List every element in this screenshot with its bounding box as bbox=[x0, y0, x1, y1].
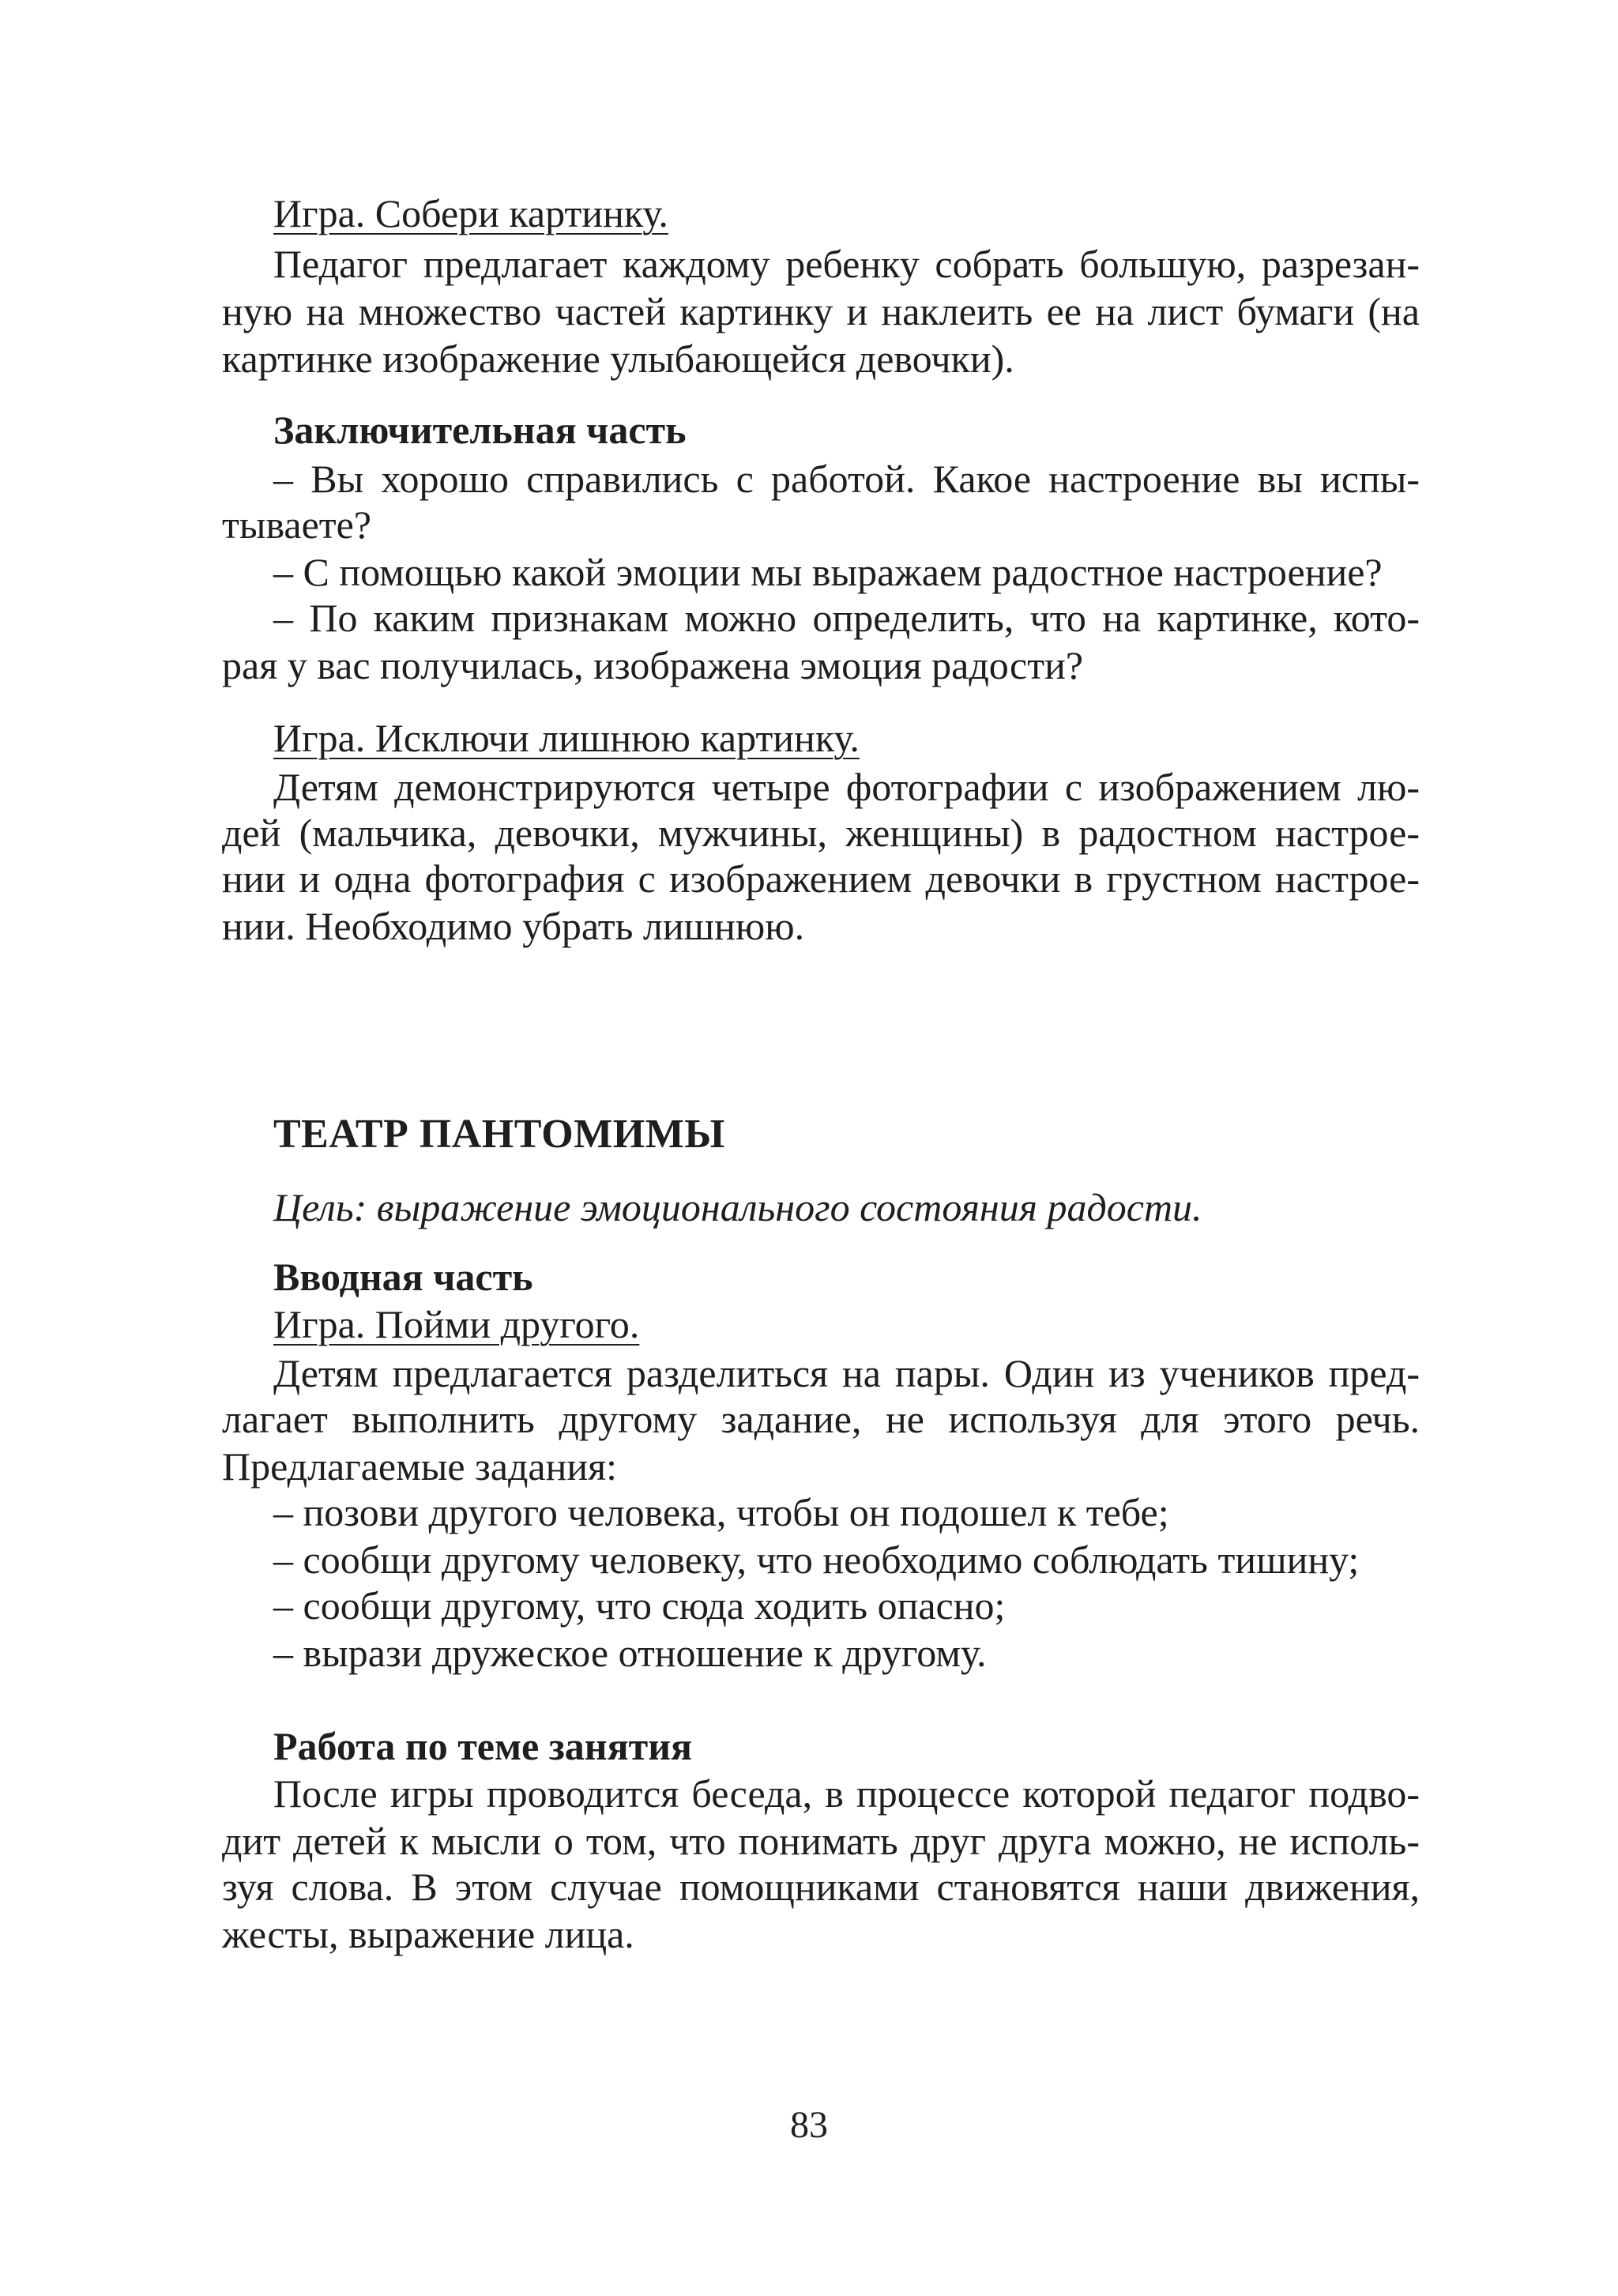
paragraph-line: – По каким признакам можно определить, что на картинке, кото- bbox=[273, 596, 1420, 640]
paragraph-line: Педагог предлагает каждому ребенку собрать большую, разрезан- bbox=[273, 242, 1420, 286]
game-title-collect-picture: Игра. Собери картинку. bbox=[273, 191, 668, 235]
paragraph-line: ную на множество частей картинку и наклеить ее на лист бумаги (на bbox=[222, 289, 1420, 333]
goal-statement: Цель: выражение эмоционального состояния радости. bbox=[273, 1185, 1202, 1229]
paragraph-line: тываете? bbox=[222, 502, 372, 547]
paragraph-line: картинке изображение улыбающейся девочки). bbox=[222, 337, 1014, 381]
paragraph-line: Детям предлагается разделиться на пары. Один из учеников пред- bbox=[273, 1351, 1420, 1395]
paragraph-line: После игры проводится беседа, в процессе которой педагог подво- bbox=[273, 1771, 1420, 1816]
list-item: – вырази дружеское отношение к другому. bbox=[273, 1631, 987, 1675]
paragraph-line: лагает выполнить другому задание, не используя для этого речь. bbox=[222, 1397, 1420, 1441]
section-heading-final-part: Заключительная часть bbox=[273, 408, 687, 452]
paragraph-line: дит детей к мысли о том, что понимать друг друга можно, не исполь- bbox=[222, 1819, 1420, 1863]
section-heading-topic-work: Работа по теме занятия bbox=[273, 1724, 693, 1768]
paragraph-line: – Вы хорошо справились с работой. Какое настроение вы испы- bbox=[273, 457, 1420, 501]
paragraph-line: – С помощью какой эмоции мы выражаем радостное настроение? bbox=[273, 550, 1383, 594]
chapter-heading: ТЕАТР ПАНТОМИМЫ bbox=[273, 1112, 725, 1157]
page-number: 83 bbox=[790, 2104, 828, 2146]
game-title-exclude-picture: Игра. Исключи лишнюю картинку. bbox=[273, 716, 860, 760]
paragraph-line: Предлагаемые задания: bbox=[222, 1444, 618, 1489]
paragraph-line: нии. Необходимо убрать лишнюю. bbox=[222, 904, 805, 948]
section-heading-intro-part: Вводная часть bbox=[273, 1255, 533, 1299]
paragraph-line: нии и одна фотография с изображением девочки в грустном настрое- bbox=[222, 856, 1420, 901]
game-title-understand-other: Игра. Пойми другого. bbox=[273, 1302, 640, 1346]
list-item: – сообщи другому, что сюда ходить опасно; bbox=[273, 1583, 1006, 1628]
paragraph-line: зуя слова. В этом случае помощниками становятся наши движения, bbox=[222, 1865, 1420, 1909]
paragraph-line: дей (мальчика, девочки, мужчины, женщины) в радостном настрое- bbox=[222, 811, 1420, 855]
paragraph-line: Детям демонстрируются четыре фотографии с изображением лю- bbox=[273, 765, 1420, 809]
list-item: – сообщи другому человеку, что необходимо соблюдать тишину; bbox=[273, 1538, 1360, 1582]
list-item: – позови другого человека, чтобы он подошел к тебе; bbox=[273, 1490, 1169, 1534]
paragraph-line: жесты, выражение лица. bbox=[222, 1912, 634, 1956]
paragraph-line: рая у вас получилась, изображена эмоция радости? bbox=[222, 643, 1084, 687]
